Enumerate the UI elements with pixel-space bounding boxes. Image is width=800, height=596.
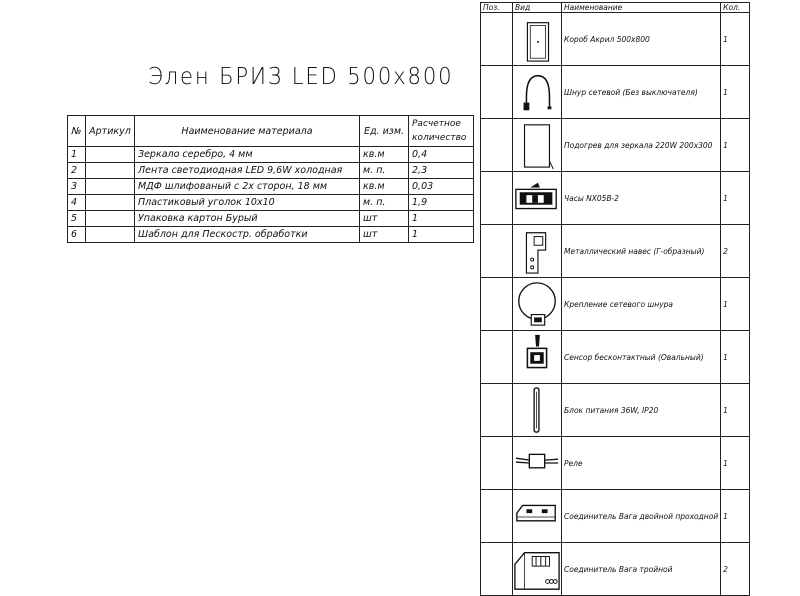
cell-name: Лента светодиодная LED 9,6W холодная [135,163,360,179]
cell-view [513,331,562,384]
spec-row [481,278,750,331]
cell-art [86,227,135,243]
materials-table [67,115,474,243]
touchless-sensor-icon [513,332,561,382]
wago-double-icon [513,491,561,541]
cell-view [513,66,562,119]
cell-name: Металлический навес (Г-образный) [562,225,721,278]
table-row [68,147,474,163]
cell-qty: 1 [721,13,750,66]
cell-view [513,13,562,66]
cell-n: 4 [68,195,86,211]
cell-unit: шт [360,227,409,243]
table-row [68,195,474,211]
metal-hanger-icon [513,226,561,276]
cell-qty: 1 [721,331,750,384]
cell-position [481,119,513,172]
power-cord-icon [513,67,561,117]
col-view: Вид [513,3,562,13]
spec-row [481,543,750,596]
document-title: Элен БРИЗ LED 500x800 [148,64,454,90]
cell-unit: шт [360,211,409,227]
table-row [68,179,474,195]
clock-module-icon [513,173,561,223]
acrylic-box-icon [513,14,561,64]
cell-qty: 1,9 [409,195,474,211]
cell-view [513,384,562,437]
cell-position [481,543,513,596]
cell-qty: 1 [721,66,750,119]
table-row [68,227,474,243]
cell-view [513,437,562,490]
relay-icon [513,438,561,488]
col-quantity: Расчетное количество [409,116,474,147]
cell-name: Зеркало серебро, 4 мм [135,147,360,163]
cell-name: Часы NX05B-2 [562,172,721,225]
cell-art [86,195,135,211]
components-spec-table [480,2,750,596]
spec-header-row [481,3,750,13]
materials-header-row [68,116,474,147]
cell-position [481,490,513,543]
spec-row [481,331,750,384]
cell-view [513,172,562,225]
cell-view [513,543,562,596]
cell-unit: кв.м [360,147,409,163]
cell-view [513,225,562,278]
cord-clamp-icon [513,279,561,329]
cell-qty: 1 [409,227,474,243]
cell-qty: 2 [721,225,750,278]
table-row [68,211,474,227]
cell-name: Соединитель Вага двойной проходной [562,490,721,543]
cell-n: 6 [68,227,86,243]
cell-qty: 0,03 [409,179,474,195]
cell-unit: м. п. [360,195,409,211]
cell-name: Крепление сетевого шнура [562,278,721,331]
cell-name: Шаблон для Пескостр. обработки [135,227,360,243]
spec-row [481,490,750,543]
cell-view [513,278,562,331]
cell-position [481,13,513,66]
cell-name: Упаковка картон Бурый [135,211,360,227]
cell-qty: 0,4 [409,147,474,163]
table-row [68,163,474,179]
cell-qty: 2,3 [409,163,474,179]
cell-name: МДФ шлифованый с 2х сторон, 18 мм [135,179,360,195]
col-number: № [68,116,86,147]
spec-row [481,384,750,437]
cell-qty: 1 [409,211,474,227]
cell-name: Пластиковый уголок 10х10 [135,195,360,211]
cell-art [86,211,135,227]
cell-unit: кв.м [360,179,409,195]
col-unit: Ед. изм. [360,116,409,147]
cell-qty: 1 [721,278,750,331]
cell-qty: 1 [721,384,750,437]
cell-n: 3 [68,179,86,195]
cell-qty: 1 [721,119,750,172]
cell-unit: м. п. [360,163,409,179]
spec-row [481,172,750,225]
cell-name: Сенсор бесконтактный (Овальный) [562,331,721,384]
cell-name: Блок питания 36W, IP20 [562,384,721,437]
cell-position [481,437,513,490]
cell-n: 2 [68,163,86,179]
cell-name: Короб Акрил 500х800 [562,13,721,66]
col-name: Наименование [562,3,721,13]
cell-art [86,163,135,179]
spec-row [481,13,750,66]
cell-name: Подогрев для зеркала 220W 200х300 [562,119,721,172]
spec-row [481,119,750,172]
col-qty: Кол. [721,3,750,13]
cell-position [481,66,513,119]
col-material-name: Наименование материала [135,116,360,147]
cell-position [481,172,513,225]
cell-qty: 1 [721,437,750,490]
cell-qty: 1 [721,172,750,225]
cell-position [481,225,513,278]
cell-art [86,179,135,195]
cell-view [513,490,562,543]
spec-row [481,66,750,119]
cell-position [481,278,513,331]
cell-position [481,331,513,384]
col-position: Поз. [481,3,513,13]
cell-n: 1 [68,147,86,163]
cell-name: Шнур сетевой (Без выключателя) [562,66,721,119]
cell-name: Соединитель Вага тройной [562,543,721,596]
heater-pad-icon [513,120,561,170]
cell-position [481,384,513,437]
cell-qty: 2 [721,543,750,596]
cell-qty: 1 [721,490,750,543]
cell-name: Реле [562,437,721,490]
spec-row [481,225,750,278]
spec-row [481,437,750,490]
wago-triple-icon [513,544,561,594]
col-article: Артикул [86,116,135,147]
cell-n: 5 [68,211,86,227]
cell-art [86,147,135,163]
power-supply-icon [513,385,561,435]
cell-view [513,119,562,172]
